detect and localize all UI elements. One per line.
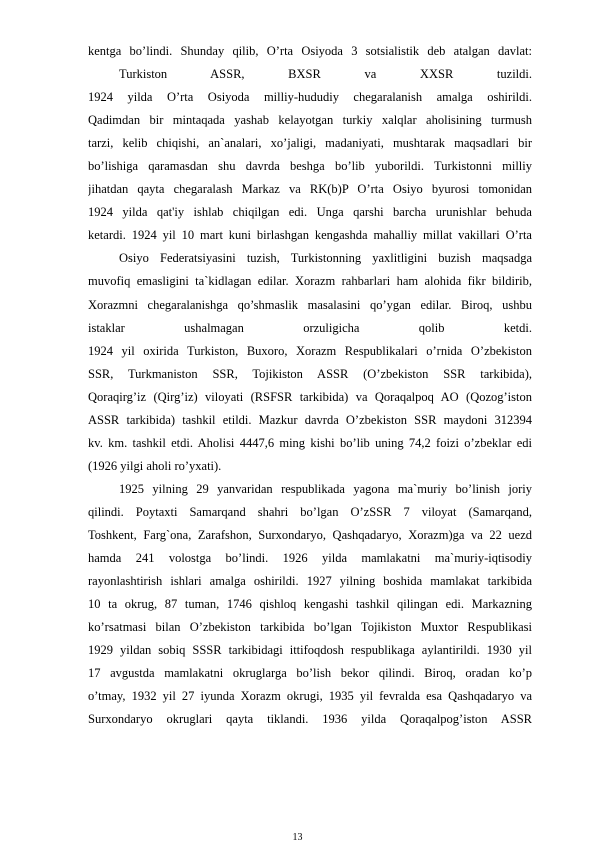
document-page [88, 40, 532, 731]
text-line: tarzi, kelib chiqishi, an`analari, xo’jaligi, madaniyati, mushtarak maqsadlari bir [88, 136, 532, 151]
text-line: qilindi. Poytaxti Samarqand shahri bo’lgan O’zSSR 7 viloyat (Samarqand, [88, 504, 532, 519]
text-line: Qoraqirg’iz (Qirg’iz) viloyati (RSFSR tarkibida) va Qoraqalpoq AO (Qozog’iston [88, 389, 532, 404]
text-line: 1924 yil oxirida Turkiston, Buxoro, Xorazm Respublikalari o’rnida O’zbekiston [88, 343, 532, 358]
text-line: 1929 yildan sobiq SSSR tarkibidagi ittifoqdosh respublikaga aylantirildi. 1930 yil [88, 643, 532, 658]
page-number: 13 [292, 832, 303, 843]
text-line: istaklar ushalmagan orzuligicha qolib ketdi. [88, 320, 532, 335]
text-line: 1925 yilning 29 yanvaridan respublikada yagona ma`muriy bo’linish joriy [119, 481, 532, 496]
text-line: bo’lishiga qaramasdan shu davrda beshga bo’lib yuborildi. Turkistonni milliy [88, 159, 532, 174]
text-line: (1926 yilgi aholi ro’yxati). [88, 458, 222, 473]
text-line: Osiyo Federatsiyasini tuzish, Turkistonning yaxlitligini buzish maqsadga [119, 251, 532, 266]
text-line: Toshkent, Farg`ona, Zarafshon, Surxondaryo, Qashqadaryo, Xorazm)ga va 22 uezd [88, 527, 532, 542]
text-line: rayonlashtirish ishlari amalga oshirildi. 1927 yilning boshida mamlakat tarkibida [88, 574, 532, 589]
text-line: ASSR tarkibida) tashkil etildi. Mazkur davrda O’zbekiston SSR maydoni 312394 [88, 412, 532, 427]
text-line: Turkiston ASSR, BXSR va XXSR tuzildi. [119, 67, 532, 82]
text-line: 1924 yilda qat'iy ishlab chiqilgan edi. Unga qarshi barcha urunishlar behuda [88, 205, 532, 220]
text-line: Xorazmni chegaralanishga qo’shmaslik masalasini qo’ygan edilar. Biroq, ushbu [88, 297, 532, 312]
text-line: Qadimdan bir mintaqada yashab kelayotgan turkiy xalqlar aholisining turmush [88, 113, 532, 128]
text-line: ko’rsatmasi bilan O’zbekiston tarkibida bo’lgan Tojikiston Muxtor Respublikasi [88, 620, 532, 635]
text-line: hamda 241 volostga bo’lindi. 1926 yilda mamlakatni ma`muriy-iqtisodiy [88, 551, 532, 566]
text-line: 10 ta okrug, 87 tuman, 1746 qishloq kengashi tashkil qilingan edi. Markazning [88, 597, 532, 612]
text-line: muvofiq emasligini ta`kidlagan edilar. Xorazm rahbarlari ham alohida fikr bildirib, [88, 274, 532, 289]
text-line: ketardi. 1924 yil 10 mart kuni birlashgan kengashda mahalliy millat vakillari O’rta [88, 228, 532, 243]
text-line: o’tmay, 1932 yil 27 iyunda Xorazm okrugi, 1935 yil fevralda esa Qashqadaryo va [88, 689, 532, 704]
text-line: SSR, Turkmaniston SSR, Tojikiston ASSR (O’zbekiston SSR tarkibida), [88, 366, 532, 381]
text-line: kv. km. tashkil etdi. Aholisi 4447,6 ming kishi bo’lib uning 74,2 foizi o’zbeklar edi [88, 435, 532, 450]
text-line: jihatdan qayta chegaralash Markaz va RK(b)P O’rta Osiyo byurosi tomonidan [88, 182, 532, 197]
text-line: 1924 yilda O’rta Osiyoda milliy-hududiy chegaralanish amalga oshirildi. [88, 90, 532, 105]
text-line: 17 avgustda mamlakatni okruglarga bo’lish bekor qilindi. Biroq, oradan ko’p [88, 666, 532, 681]
text-line: Surxondaryo okruglari qayta tiklandi. 1936 yilda Qoraqalpog’iston ASSR [88, 712, 532, 727]
text-line: kentga bo’lindi. Shunday qilib, O’rta Osiyoda 3 sotsialistik deb atalgan davlat: [88, 44, 532, 58]
